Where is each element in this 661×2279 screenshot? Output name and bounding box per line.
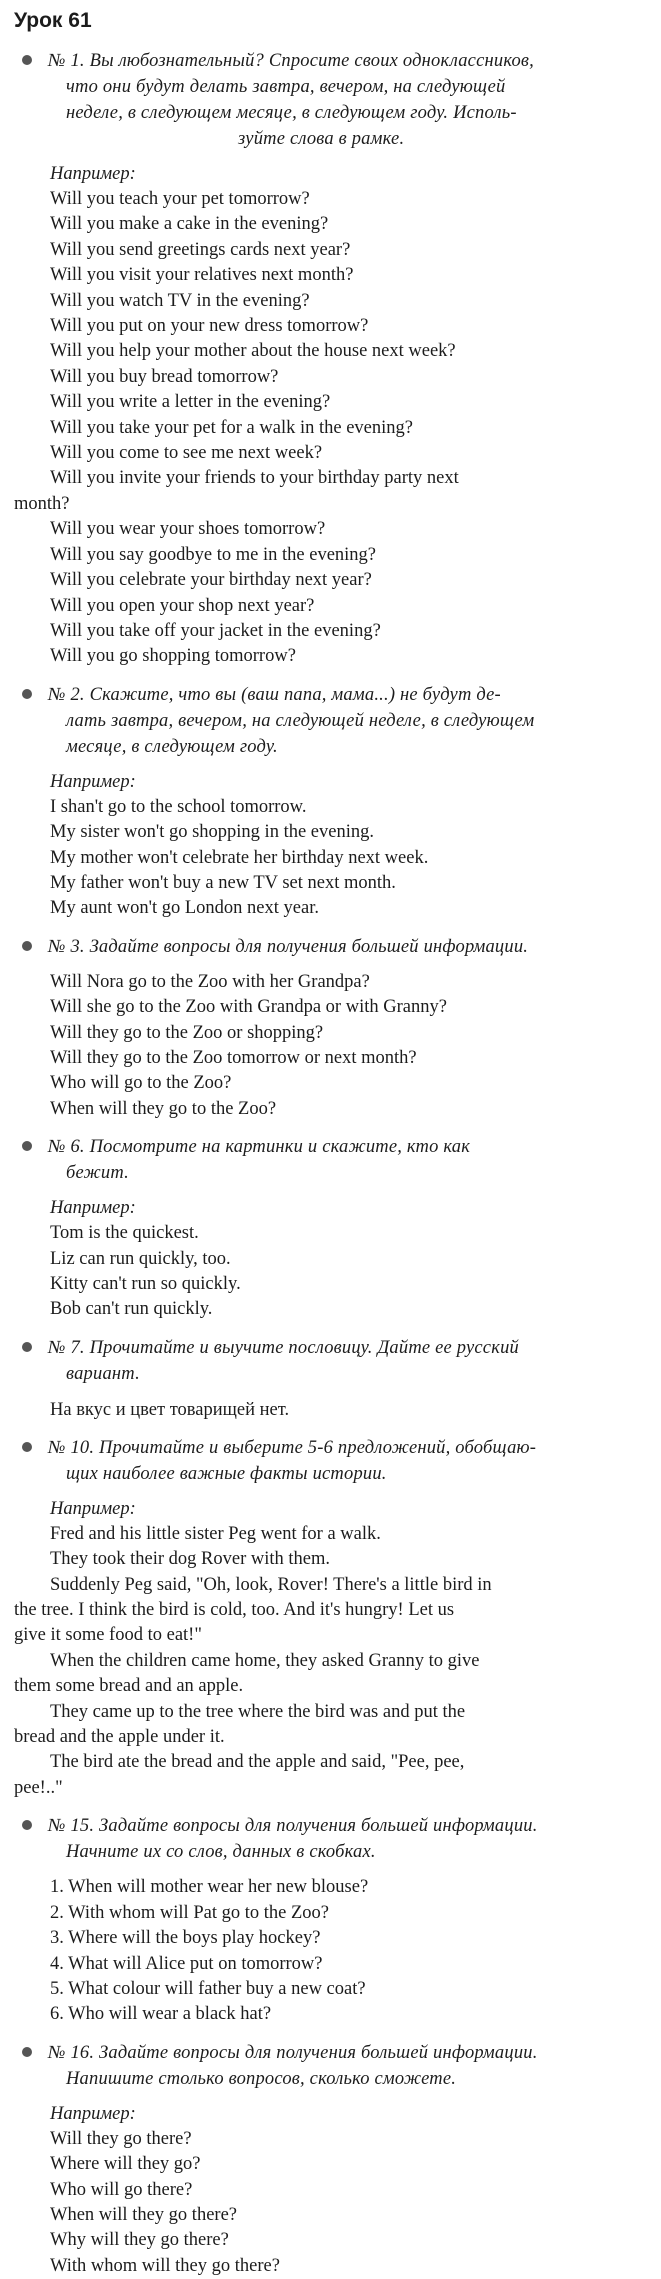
text-line: Will you send greetings cards next year? [50, 239, 351, 260]
text-line: The bird ate the bread and the apple and said, "Pee, pee, [50, 1752, 465, 1773]
task-2-header [14, 682, 647, 760]
example-label: Например: [50, 1498, 136, 1519]
instruction-line: щих наиболее важные факты истории. [66, 1463, 387, 1484]
text-line: Will you write a letter in the evening? [50, 392, 331, 413]
example-label: Например: [50, 164, 136, 184]
text-line: Will you wear your shoes tomorrow? [50, 519, 326, 540]
text-line: month? [14, 493, 70, 514]
instruction-line: месяце, в следующем году. [66, 736, 278, 757]
instruction-line: № 15. Задайте вопросы для получения большей информации. [48, 1816, 538, 1837]
instruction-line: Напишите столько вопросов, сколько сможете. [66, 2068, 457, 2089]
text-line: Will Nora go to the Zoo with her Grandpa? [50, 971, 370, 992]
bullet-icon [22, 55, 32, 65]
task-1-instruction [48, 48, 647, 152]
text-line: Tom is the quickest. [50, 1223, 199, 1244]
text-line: Will you say goodbye to me in the evening? [50, 544, 377, 565]
text-line: Will you visit your relatives next month? [50, 265, 354, 286]
text-line: Will you teach your pet tomorrow? [50, 189, 310, 209]
text-line: the tree. I think the bird is cold, too. And it's hungry! Let us [14, 1600, 455, 1621]
task-6-header [14, 1134, 647, 1186]
task-2 [14, 682, 647, 922]
text-line: bread and the apple under it. [14, 1727, 225, 1748]
text-line: them some bread and an apple. [14, 1676, 244, 1697]
numbered-list [14, 1875, 647, 2027]
bullet-icon [22, 1442, 32, 1452]
text-line: When will they go there? [50, 2204, 237, 2225]
instruction-line: вариант. [66, 1363, 140, 1384]
instruction-line: зуйте слова в рамке. [238, 129, 405, 149]
text-line: When the children came home, they asked Granny to give [50, 1650, 480, 1671]
bullet-icon [22, 941, 32, 951]
text-line: Will you take off your jacket in the evening? [50, 620, 381, 641]
text-line: With whom will they go there? [50, 2255, 280, 2276]
task-16-header [14, 2040, 647, 2092]
text-line: They came up to the tree where the bird was and put the [50, 1701, 466, 1722]
instruction-line: № 7. Прочитайте и выучите пословицу. Дайте ее русский [48, 1337, 519, 1358]
bullet-icon [22, 1342, 32, 1352]
text-line: Will you help your mother about the house next week? [50, 341, 456, 362]
text-line: Will you watch TV in the evening? [50, 290, 310, 311]
bullet-icon [22, 689, 32, 699]
text-line: Will she go to the Zoo with Grandpa or with Granny? [50, 997, 447, 1018]
task-15 [14, 1813, 647, 2027]
text-line: My sister won't go shopping in the evening. [50, 822, 374, 843]
text-line: Will you celebrate your birthday next year? [50, 570, 372, 591]
instruction-line: № 3. Задайте вопросы для получения большей информации. [48, 936, 529, 957]
text-line: pee!.." [14, 1777, 63, 1798]
list-item: 3. Where will the boys play hockey? [50, 1928, 321, 1949]
text-line: Will you invite your friends to your birthday party next [50, 468, 459, 489]
task-3-instruction [48, 934, 647, 960]
bullet-icon [22, 1820, 32, 1830]
task-7 [14, 1335, 647, 1423]
text-line: My aunt won't go London next year. [50, 898, 319, 919]
instruction-line: неделе, в следующем месяце, в следующем году. Исполь- [66, 103, 517, 123]
text-line: Will you take your pet for a walk in the evening? [50, 417, 413, 438]
text-line: Kitty can't run so quickly. [50, 1274, 241, 1294]
example-label: Например: [50, 771, 136, 792]
text-line: Liz can run quickly, too. [50, 1248, 231, 1269]
proverb: На вкус и цвет товарищей нет. [50, 1399, 290, 1420]
instruction-line: бежит. [66, 1163, 129, 1184]
list-item: 4. What will Alice put on tomorrow? [50, 1953, 323, 1974]
instruction-line: лать завтра, вечером, на следующей неделе, в следующем [66, 710, 535, 731]
text-line: Will you make a cake in the evening? [50, 214, 329, 235]
task-1-header [14, 48, 647, 152]
task-3 [14, 934, 647, 1122]
example-label: Например: [50, 2103, 136, 2124]
task-7-header [14, 1335, 647, 1387]
instruction-line: № 10. Прочитайте и выберите 5-6 предложений, обобщаю- [48, 1437, 537, 1458]
lesson-title: Урок 61 [14, 9, 92, 32]
text-line: Will you buy bread tomorrow? [50, 366, 279, 387]
task-15-instruction [48, 1813, 647, 1865]
task-6 [14, 1134, 647, 1323]
text-line: Will they go to the Zoo tomorrow or next month? [50, 1047, 417, 1068]
text-line: Will they go to the Zoo or shopping? [50, 1022, 324, 1043]
task-2-instruction [48, 682, 647, 760]
text-line: Why will they go there? [50, 2230, 229, 2251]
text-line: Fred and his little sister Peg went for a walk. [50, 1523, 381, 1544]
instruction-line: что они будут делать завтра, вечером, на следующей [66, 77, 506, 97]
text-line: Bob can't run quickly. [50, 1299, 213, 1320]
text-line: Suddenly Peg said, "Oh, look, Rover! There's a little bird in [50, 1574, 492, 1595]
bullet-icon [22, 2047, 32, 2057]
instruction-line: № 16. Задайте вопросы для получения большей информации. [48, 2042, 538, 2063]
text-line: Will you open your shop next year? [50, 595, 315, 616]
text-line: I shan't go to the school tomorrow. [50, 796, 307, 817]
list-item: 6. Who will wear a black hat? [50, 2004, 272, 2025]
example-label: Например: [50, 1198, 136, 1219]
instruction-line: № 1. Вы любознательный? Спросите своих одноклассников, [48, 51, 534, 71]
text-line: Will they go there? [50, 2128, 192, 2149]
text-line: My mother won't celebrate her birthday next week. [50, 847, 429, 868]
instruction-line: № 6. Посмотрите на картинки и скажите, кто как [48, 1137, 471, 1158]
task-10-instruction [48, 1435, 647, 1487]
task-7-instruction [48, 1335, 647, 1387]
text-line: Will you put on your new dress tomorrow? [50, 316, 369, 337]
task-10-header [14, 1435, 647, 1487]
instruction-line: Начните их со слов, данных в скобках. [66, 1842, 376, 1863]
text-line: Will you go shopping tomorrow? [50, 646, 296, 667]
task-15-header [14, 1813, 647, 1865]
task-3-header [14, 934, 647, 960]
task-16-instruction [48, 2040, 647, 2092]
list-item: 1. When will mother wear her new blouse? [50, 1877, 369, 1898]
task-1 [14, 48, 647, 670]
text-line: Will you come to see me next week? [50, 443, 323, 464]
text-line: When will they go to the Zoo? [50, 1098, 277, 1119]
task-6-instruction [48, 1134, 647, 1186]
bullet-icon [22, 1141, 32, 1151]
text-line: They took their dog Rover with them. [50, 1549, 331, 1570]
text-line: give it some food to eat!" [14, 1625, 202, 1646]
list-item: 2. With whom will Pat go to the Zoo? [50, 1902, 329, 1923]
text-line: Who will go there? [50, 2179, 193, 2200]
task-16 [14, 2040, 647, 2279]
text-line: Where will they go? [50, 2154, 201, 2175]
task-10 [14, 1435, 647, 1801]
text-line: My father won't buy a new TV set next month. [50, 872, 396, 893]
instruction-line: № 2. Скажите, что вы (ваш папа, мама...) не будут де- [48, 684, 501, 705]
list-item: 5. What colour will father buy a new coat? [50, 1978, 366, 1999]
text-line: Who will go to the Zoo? [50, 1073, 232, 1094]
